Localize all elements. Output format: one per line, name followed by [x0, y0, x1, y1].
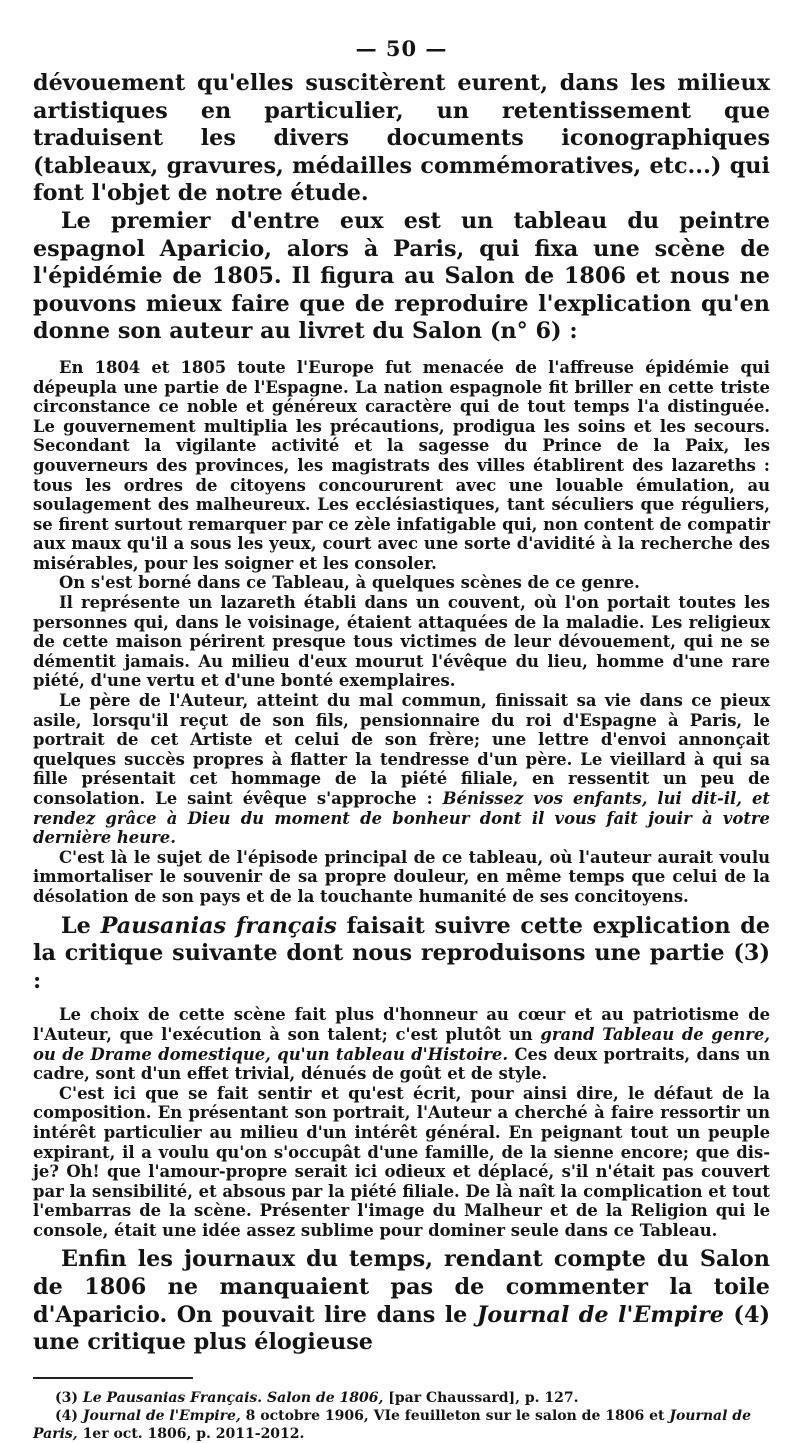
body-text-bottom [33, 1246, 770, 1356]
quoted-explanation [33, 358, 770, 907]
text-run: Enfin les journaux du temps, rendant compte du Salon de 1806 ne manquaient pas de commenter la toile d'Aparicio. On pouvait lire dans le [33, 1246, 770, 1328]
text-run: faisait suivre cette explication de la critique suivante dont nous reproduisons une partie (3) : [33, 912, 771, 994]
italic-text: Le Pausanias Français. Salon de 1806, [82, 1389, 384, 1406]
body-text-middle [33, 913, 770, 996]
quote-paragraph: En 1804 et 1805 toute l'Europe fut menacée de l'affreuse épidémie qui dépeupla une partie de l'Espagne. La nation espagnole fit briller en cette triste circonstance ce noble et généreux caractère qui de tout temps l'a distinguée. Le gouvernement multiplia les précautions, prodigua les soins et les secours. Secondant la vigilante activité et la sagesse du Prince de la Paix, les gouverneurs des provinces, les magistrats des villes établirent des lazareths : tous les ordres de citoyens concoururent avec une louable émulation, au soulagement des malheureux. Les ecclésiastiques, tant séculiers que réguliers, se firent surtout remarquer par ce zèle infatigable qui, non content de compatir aux maux qu'il a sous les yeux, court avec une sorte d'avidité à la recherche des misérables, pour les soigner et les consoler. [33, 357, 770, 573]
italic-text: grand Tableau de genre, ou de Drame domestique, qu'un tableau d'Histoire. [33, 1024, 770, 1064]
text-run: 1er oct. 1806, p. 2011-2012. [82, 1425, 305, 1442]
footnote-divider [33, 1377, 193, 1379]
italic-text: Journal de Paris, [33, 1407, 751, 1442]
text-run: Ces deux portraits, dans un cadre, sont d'un effet trivial, dénués de goût et de style. [33, 1044, 770, 1084]
paragraph [33, 913, 770, 996]
text-run: Le [61, 912, 91, 939]
quote-paragraph: C'est là le sujet de l'épisode principal de ce tableau, où l'auteur aurait voulu immortaliser le souvenir de sa propre douleur, en même temps que celui de la désolation de son pays et de la touchante humanité de ses concitoyens. [33, 847, 770, 906]
italic-title: Journal de l'Empire [476, 1301, 724, 1328]
text-run: 8 octobre 1906, VIe feuilleton sur le salon de 1806 et [245, 1407, 665, 1424]
paragraph: Le premier d'entre eux est un tableau du peintre espagnol Aparicio, alors à Paris, qui fixa une scène de l'épidémie de 1805. Il figura au Salon de 1806 et nous ne pouvons mieux faire que de reproduire l'explication qu'en donne son auteur au livret du Salon (n° 6) : [33, 207, 770, 345]
footnote-number: (4) [55, 1407, 78, 1424]
quote-italic-text: Bénissez vos enfants, lui dit-il, et rendez grâce à Dieu du moment de bonheur dont il vous fait jouir à votre dernière heure. [33, 789, 770, 848]
paragraph: dévouement qu'elles suscitèrent eurent, dans les milieux artistiques en particulier, un retentissement que traduisent les divers documents iconographiques (tableaux, gravures, médailles commémoratives, etc...) qui font l'objet de notre étude. [33, 70, 770, 207]
page-number: — 50 — [355, 36, 448, 61]
text-run: [par Chaussard], p. 127. [388, 1389, 579, 1406]
paragraph [33, 1246, 770, 1356]
quote-paragraph: On s'est borné dans ce Tableau, à quelques scènes de ce genre. [59, 573, 640, 593]
text-run: Le choix de cette scène fait plus d'honneur au cœur et au patriotisme de l'Auteur, que l'exécution à son talent; c'est plutôt un [33, 1005, 770, 1044]
italic-title: Pausanias français [100, 912, 337, 939]
footnote-4 [33, 1407, 770, 1443]
italic-text: Journal de l'Empire, [82, 1407, 241, 1424]
footnote-number: (3) [55, 1389, 78, 1406]
text-run: (4) une critique plus élogieuse [33, 1301, 771, 1356]
quote-paragraph: C'est ici que se fait sentir et qu'est écrit, pour ainsi dire, le défaut de la composition. En présentant son portrait, l'Auteur a cherché à faire ressortir un intérêt particulier au milieu d'un intérêt général. En peignant tout un peuple expirant, il a voulu qu'on s'occupât d'une famille, de la sienne encore; que dis-je? Oh! que l'amour-propre serait ici odieux et déplacé, s'il n'était pas couvert par la sensibilité, et absous par la piété filiale. De là naît la complication et tout l'embarras de la scène. Présenter l'image du Malheur et de la Religion qui le console, était une idée assez sublime pour dominer seule dans ce Tableau. [33, 1083, 770, 1240]
quote-text: Le père de l'Auteur, atteint du mal commun, finissait sa vie dans ce pieux asile, lorsqu'il reçut de son fils, pensionnaire du roi d'Espagne à Paris, le portrait de cet Artiste et celui de son frère; une lettre d'envoi annonçait quelques succès propres à flatter la tendresse d'un père. Le vieillard à qui sa fille présentait cet hommage de la piété filiale, en ressentit un peu de consolation. Le saint évêque s'approche : [33, 691, 770, 808]
quoted-critique [33, 1005, 770, 1240]
quote-paragraph [33, 691, 770, 848]
footnotes [33, 1389, 770, 1443]
footnote-3 [33, 1389, 770, 1407]
body-text-top [33, 70, 770, 346]
quote-paragraph: Il représente un lazareth établi dans un couvent, où l'on portait toutes les personnes qui, dans le voisinage, étaient attaquées de la maladie. Les religieux de cette maison périrent presque tous victimes de leur dévouement, qui ne se démentit jamais. Au milieu d'eux mourut l'évêque du lieu, homme d'une rare piété, d'une vertu et d'une bonté exemplaires. [33, 593, 770, 691]
quote-paragraph [33, 1005, 770, 1083]
